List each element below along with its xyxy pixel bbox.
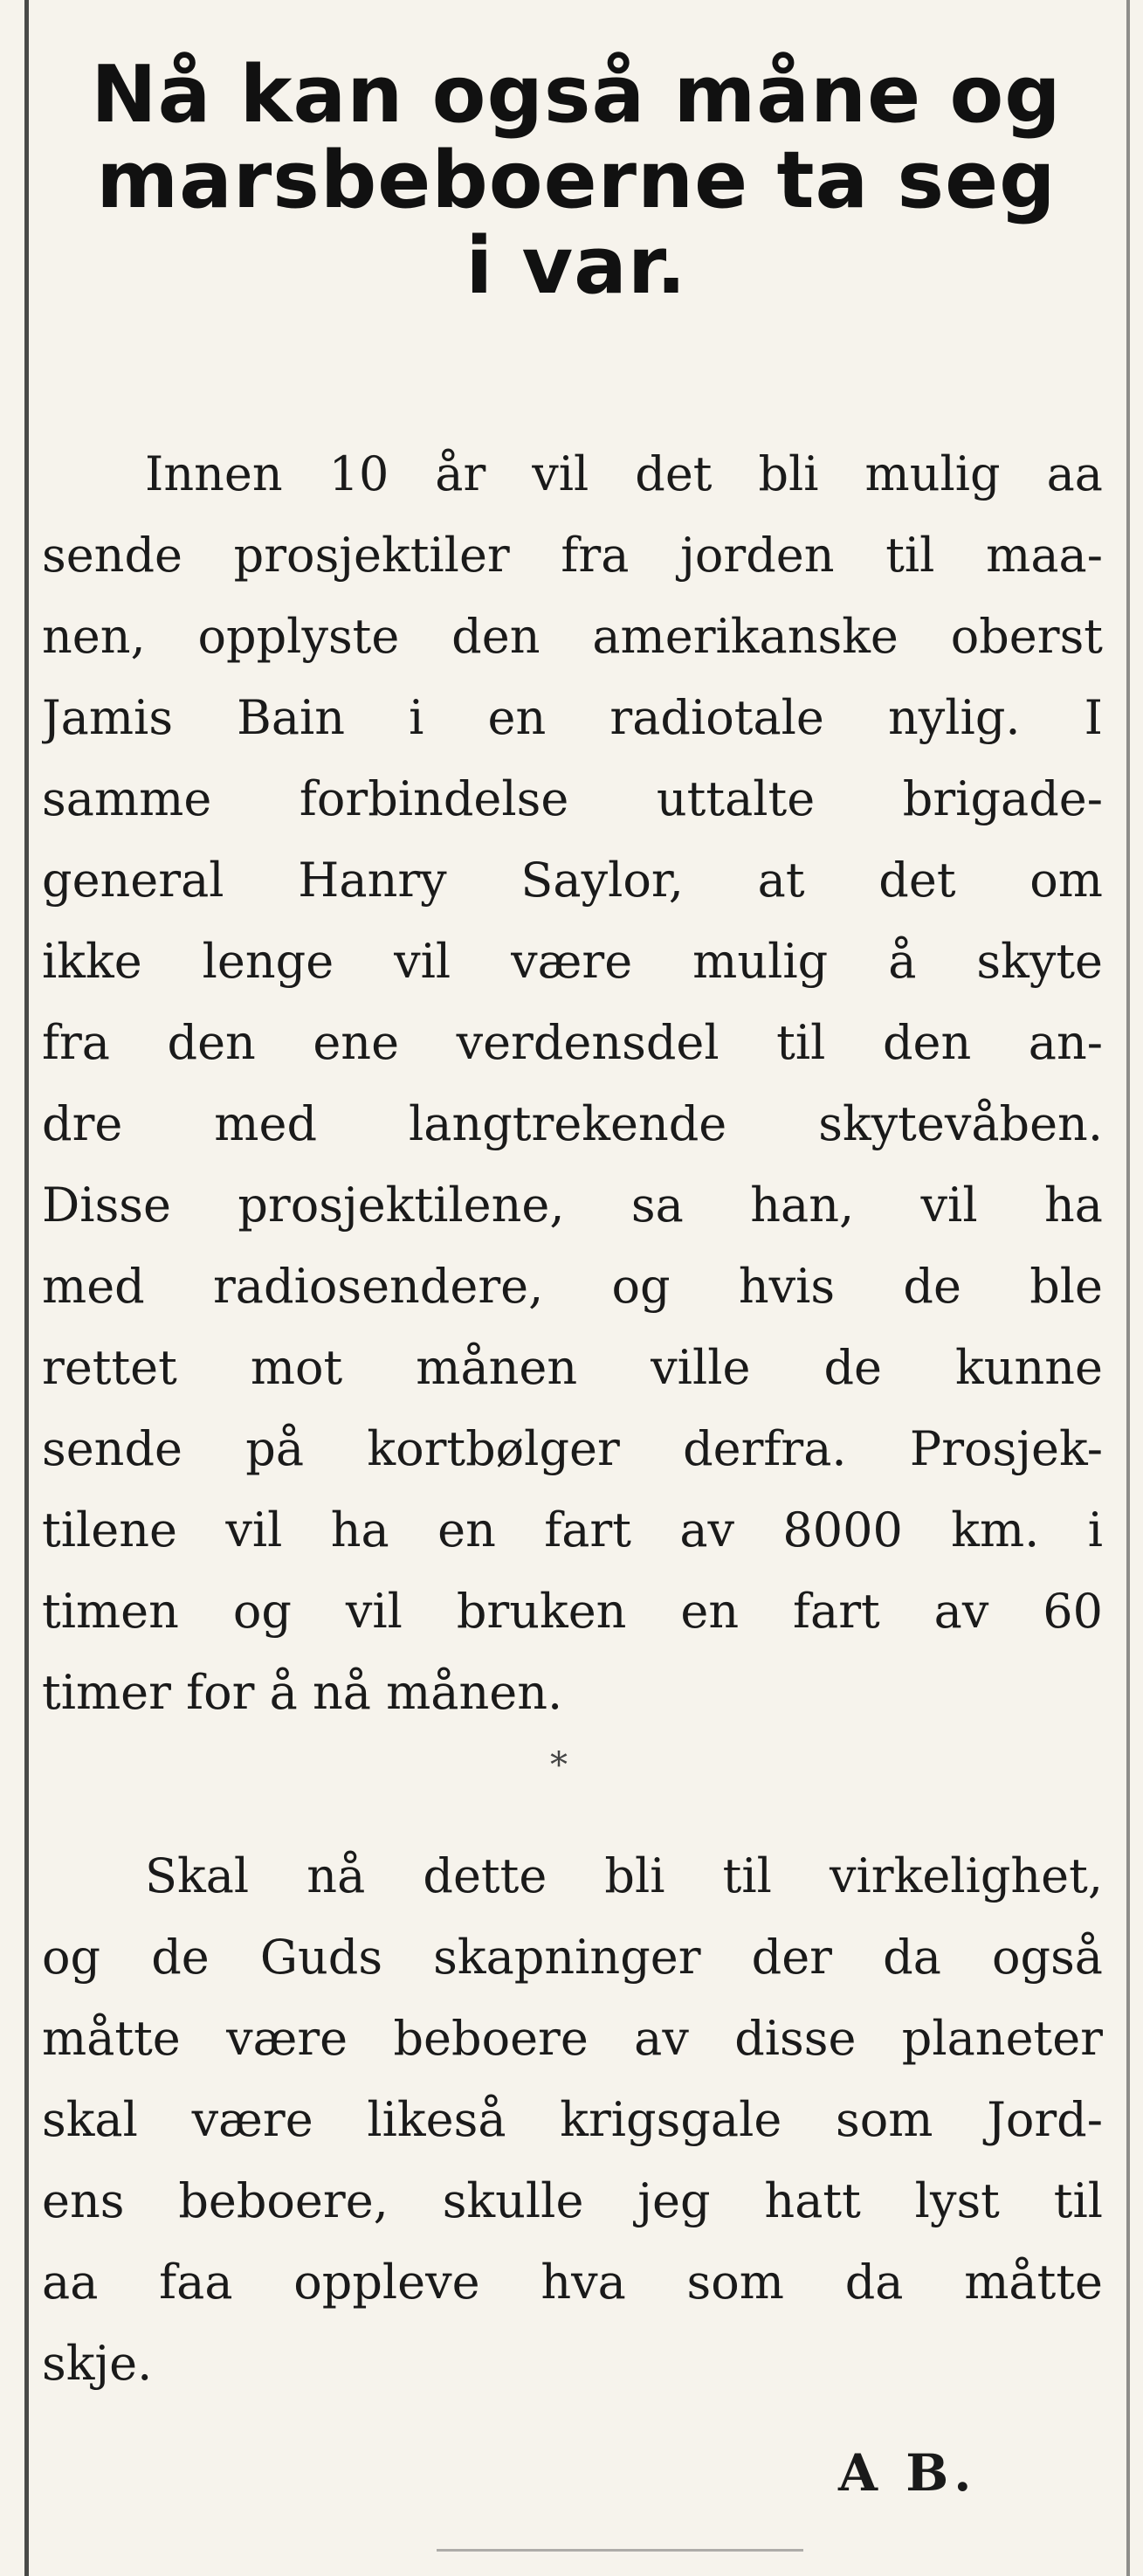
text-line: aa faa oppleve hva som da måtte: [42, 2255, 1103, 2310]
text-line: timen og vil bruken en fart av 60: [42, 1584, 1103, 1639]
text-line: Skal nå dette bli til virkelighet,: [145, 1848, 1103, 1903]
paragraph-2: [42, 1835, 1103, 2404]
text-line: ens beboere, skulle jeg hatt lyst til: [42, 2173, 1103, 2228]
text-line: måtte være beboere av disse planeter: [42, 2011, 1103, 2066]
text-line: ikke lenge vil være mulig å skyte: [42, 934, 1103, 989]
section-ornament: *: [550, 1745, 568, 1785]
text-line: Disse prosjektilene, sa han, vil ha: [42, 1178, 1103, 1233]
text-line: sende prosjektiler fra jorden til maa-: [42, 528, 1103, 583]
bottom-rule: [437, 2549, 803, 2552]
headline-line: Nå kan også måne og: [91, 49, 1062, 141]
headline-line: marsbeboerne ta seg: [96, 135, 1057, 226]
text-line: nen, opplyste den amerikanske oberst: [42, 609, 1103, 664]
left-column-rule: [24, 0, 29, 2576]
right-column-rule: [1126, 0, 1130, 2576]
text-line: fra den ene verdensdel til den an-: [42, 1015, 1103, 1070]
text-line: tilene vil ha en fart av 8000 km. i: [42, 1502, 1103, 1557]
text-line: dre med langtrekende skytevåben.: [42, 1096, 1103, 1151]
author-signature: A B.: [838, 2443, 977, 2503]
headline: [35, 49, 1118, 312]
text-line: skje.: [42, 2336, 153, 2391]
text-line: skal være likeså krigsgale som Jord-: [42, 2092, 1103, 2147]
text-line: samme forbindelse uttalte brigade-: [42, 771, 1103, 826]
text-line: rettet mot månen ville de kunne: [42, 1340, 1103, 1395]
text-line: med radiosendere, og hvis de ble: [42, 1259, 1103, 1314]
text-line: Jamis Bain i en radiotale nylig. I: [42, 690, 1103, 745]
text-line: og de Guds skapninger der da også: [42, 1930, 1103, 1985]
text-line: sende på kortbølger derfra. Prosjek-: [42, 1421, 1103, 1476]
text-line: timer for å nå månen.: [42, 1665, 563, 1720]
paragraph-1: [42, 433, 1103, 1733]
headline-line: i var.: [465, 220, 687, 312]
text-line: Innen 10 år vil det bli mulig aa: [145, 446, 1103, 501]
text-line: general Hanry Saylor, at det om: [42, 853, 1103, 908]
